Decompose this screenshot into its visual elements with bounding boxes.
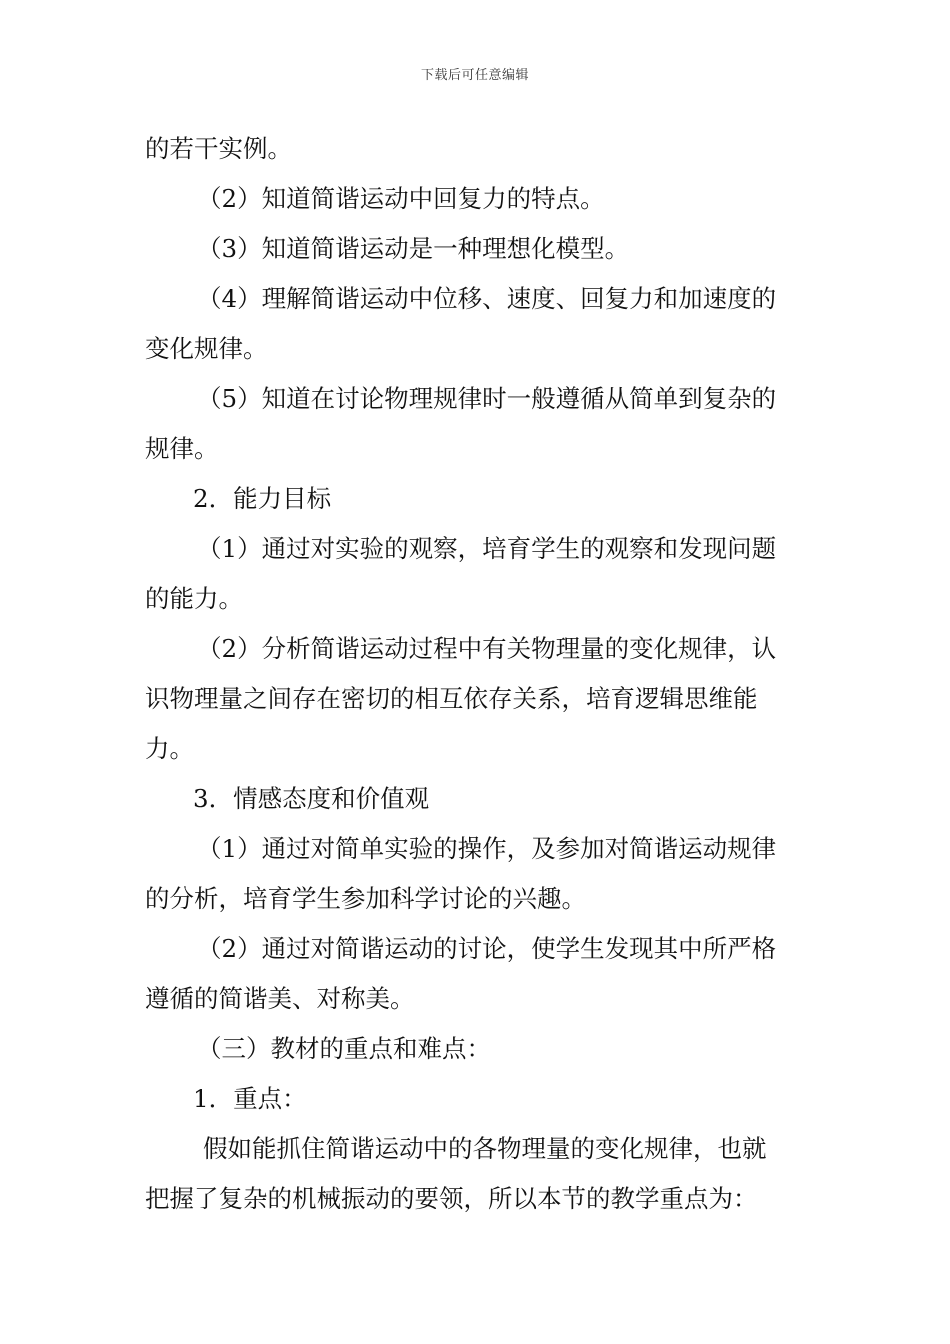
text-line: （5）知道在讨论物理规律时一般遵循从简单到复杂的: [197, 384, 777, 413]
text-line: 规律。: [145, 434, 219, 463]
text-line: （2）分析简谐运动过程中有关物理量的变化规律，认: [197, 634, 777, 663]
text-line: 把握了复杂的机械振动的要领，所以本节的教学重点为：: [145, 1184, 758, 1213]
text-line: （3）知道简谐运动是一种理想化模型。: [197, 234, 630, 263]
text-line: 识物理量之间存在密切的相互依存关系，培育逻辑思维能: [145, 684, 758, 713]
text-line: 的若干实例。: [145, 134, 292, 163]
text-line: 遵循的简谐美、对称美。: [145, 984, 415, 1013]
text-line: （1）通过对简单实验的操作，及参加对简谐运动规律: [197, 834, 777, 863]
text-line: 变化规律。: [145, 334, 268, 363]
text-line: 的分析，培育学生参加科学讨论的兴趣。: [145, 884, 586, 913]
page-header: 下载后可任意编辑: [420, 68, 529, 83]
text-line: （4）理解简谐运动中位移、速度、回复力和加速度的: [197, 284, 777, 313]
document-body: [145, 124, 810, 1224]
text-line: 的能力。: [145, 584, 243, 613]
text-line: 力。: [145, 734, 194, 763]
text-line: 假如能抓住简谐运动中的各物理量的变化规律，也就: [203, 1134, 767, 1163]
text-line: （2）知道简谐运动中回复力的特点。: [197, 184, 605, 213]
section-heading: 2．能力目标: [193, 484, 332, 513]
section-heading: （三）教材的重点和难点：: [197, 1034, 491, 1063]
section-heading: 3．情感态度和价值观: [193, 784, 430, 813]
text-line: （2）通过对简谐运动的讨论，使学生发现其中所严格: [197, 934, 777, 963]
section-heading: 1．重点：: [193, 1084, 307, 1113]
text-line: （1）通过对实验的观察，培育学生的观察和发现问题: [197, 534, 777, 563]
